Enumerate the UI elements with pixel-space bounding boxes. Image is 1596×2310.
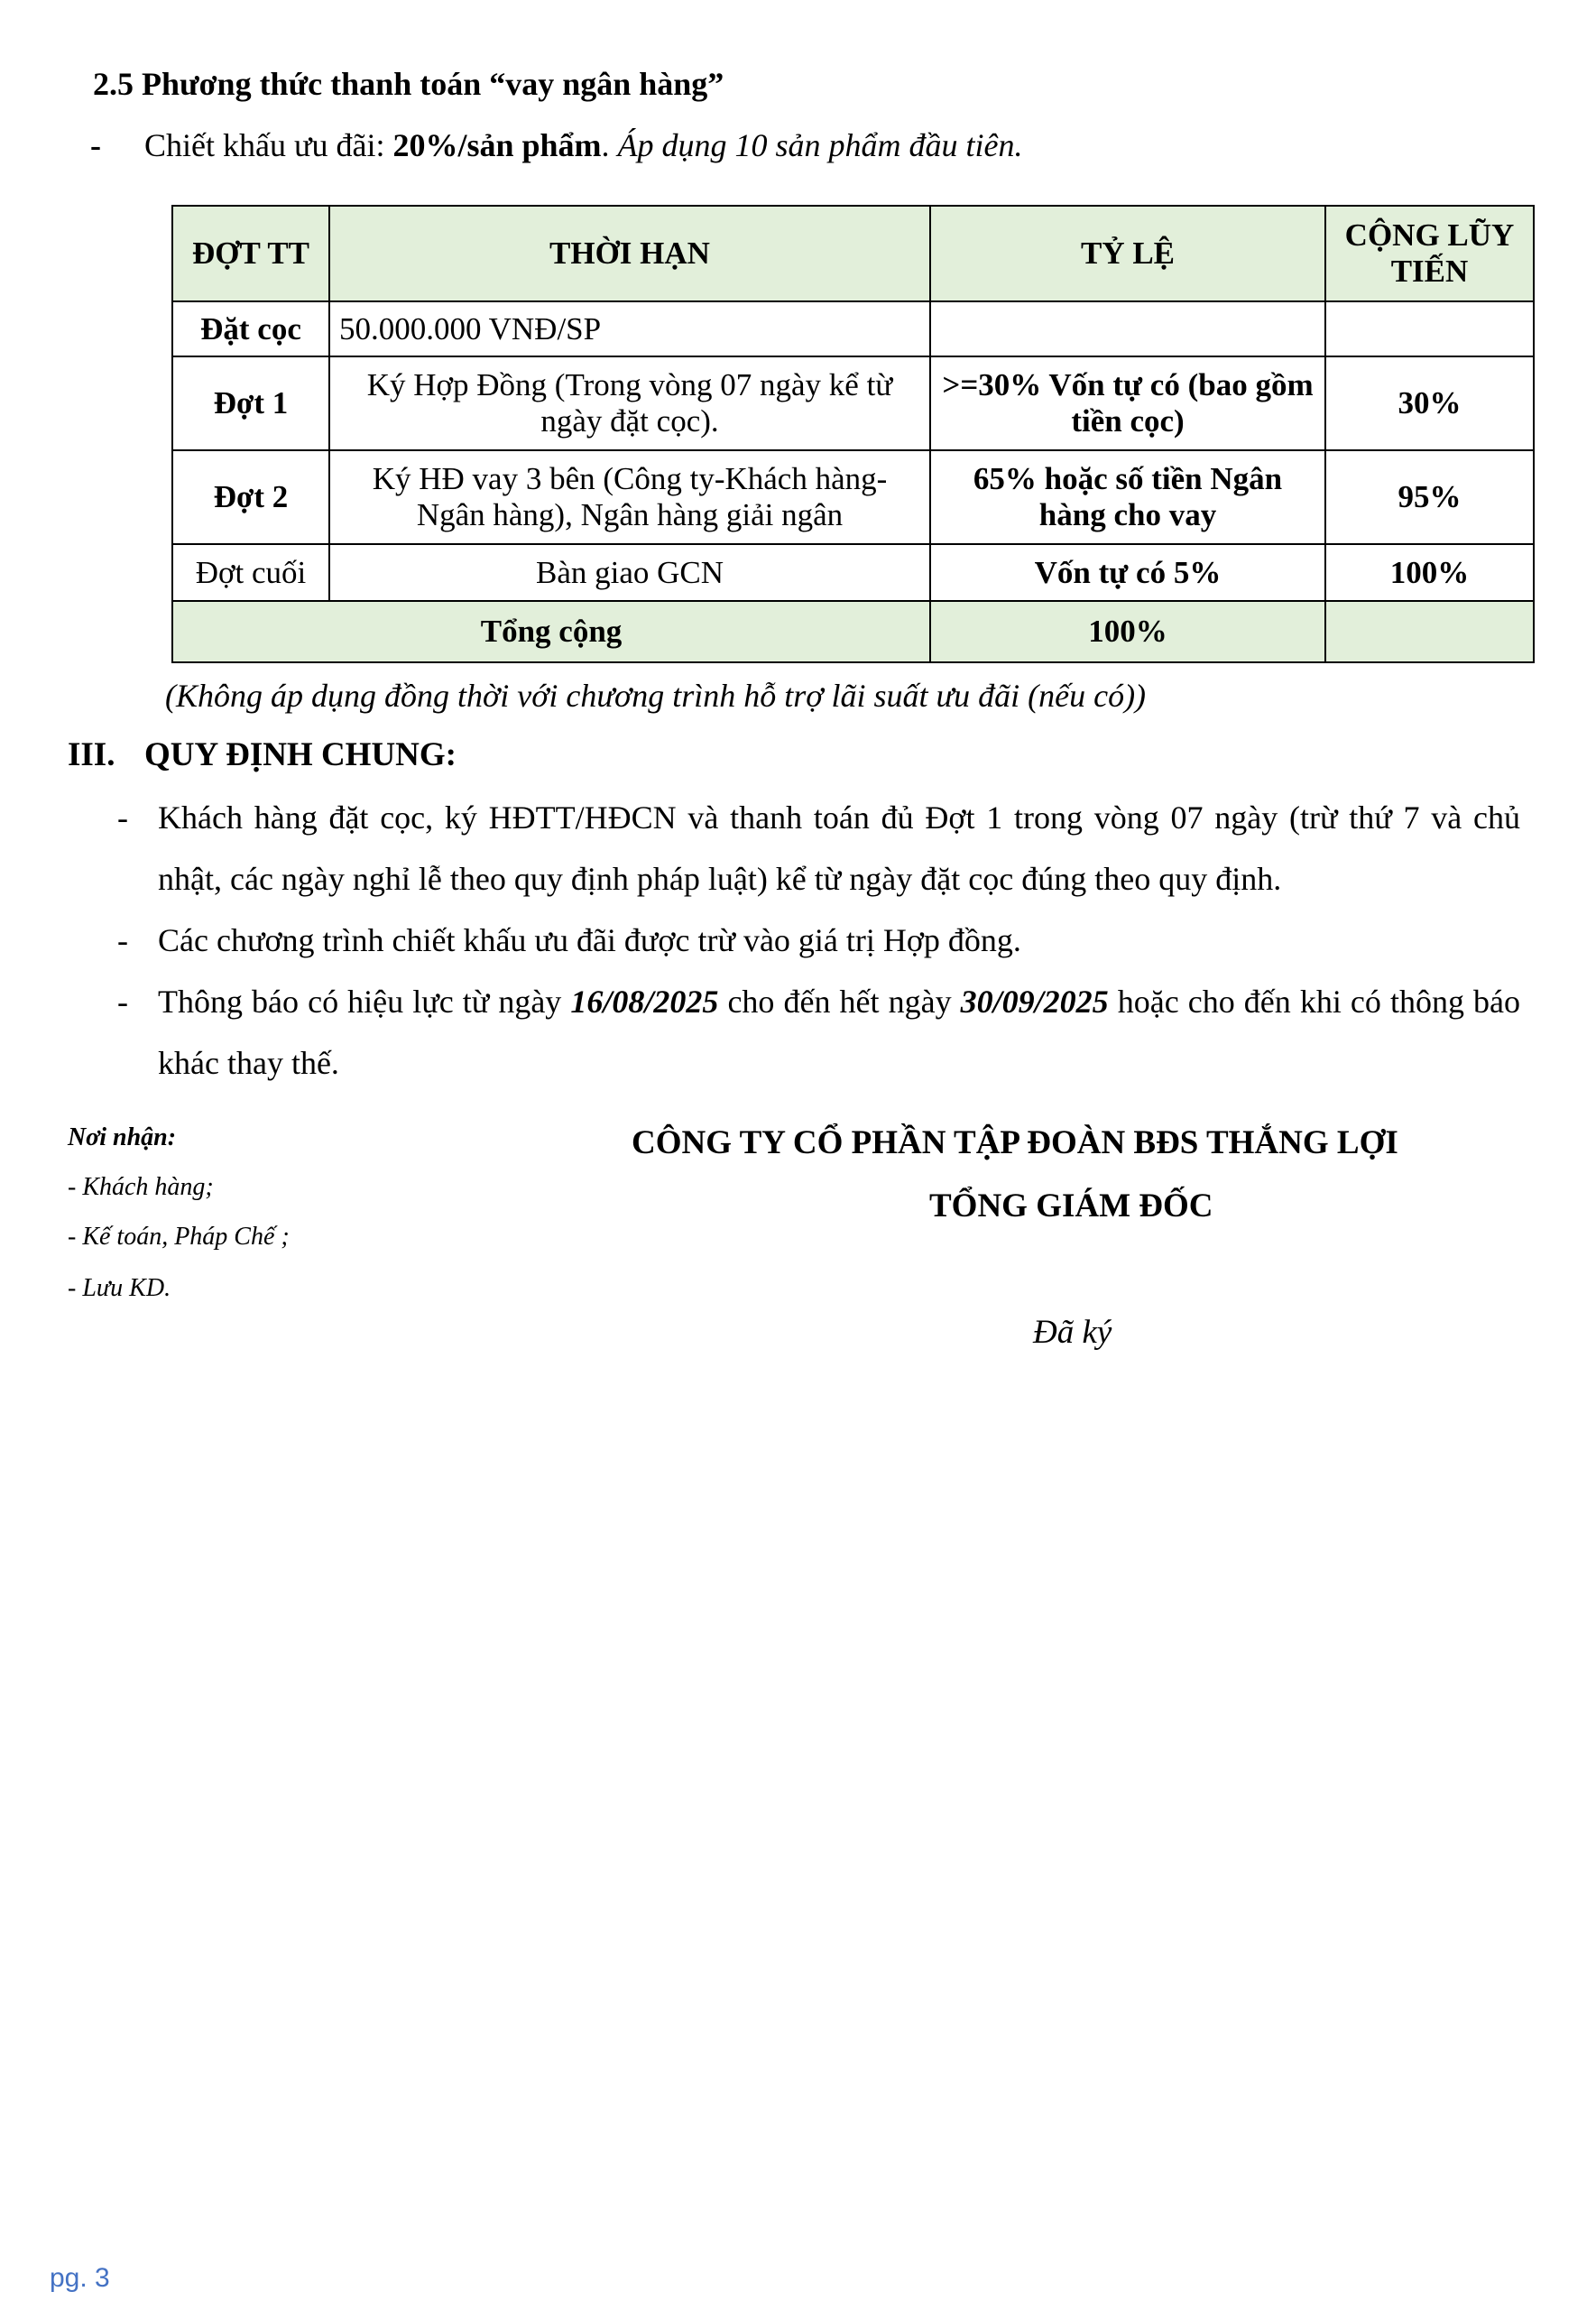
discount-note: Áp dụng 10 sản phẩm đầu tiên. — [617, 127, 1023, 163]
discount-line — [90, 126, 1023, 164]
rule-text — [158, 971, 1520, 1094]
rule-item — [117, 971, 1520, 1094]
signer-position: TỔNG GIÁM ĐỐC — [929, 1187, 1213, 1224]
table-total-row — [172, 601, 1534, 662]
cell-period: Đợt 2 — [172, 450, 329, 544]
cell-ratio: Vốn tự có 5% — [930, 544, 1325, 601]
cell-ratio — [930, 301, 1325, 356]
discount-value: 20%/sản phẩm — [392, 127, 602, 163]
cell-cumulative — [1325, 301, 1534, 356]
table-note: (Không áp dụng đồng thời với chương trình hỗ trợ lãi suất ưu đãi (nếu có)) — [165, 678, 1147, 714]
rule-dash: - — [117, 799, 128, 836]
discount-label: Chiết khấu ưu đãi: — [144, 127, 393, 163]
validity-start-date: 16/08/2025 — [570, 984, 719, 1020]
discount-sep: . — [601, 127, 618, 163]
rule-text: Các chương trình chiết khấu ưu đãi được trừ vào giá trị Hợp đồng. — [158, 922, 1021, 958]
header-ratio: TỶ LỆ — [930, 206, 1325, 301]
rule-dash: - — [117, 984, 128, 1020]
header-term: THỜI HẠN — [329, 206, 930, 301]
table-row — [172, 450, 1534, 544]
cell-cumulative: 95% — [1325, 450, 1534, 544]
total-value: 100% — [930, 601, 1325, 662]
section-3-number: III. — [68, 736, 115, 773]
total-label: Tổng cộng — [172, 601, 930, 662]
page-number: pg. 3 — [50, 2263, 110, 2293]
table-row — [172, 544, 1534, 601]
discount-dash: - — [90, 127, 101, 163]
rule-item — [117, 910, 1520, 971]
signed-mark: Đã ký — [1033, 1314, 1112, 1351]
section-3-title: QUY ĐỊNH CHUNG: — [144, 736, 457, 773]
cell-cumulative: 30% — [1325, 356, 1534, 450]
cell-period: Đặt cọc — [172, 301, 329, 356]
recipient-item: - Lưu KD. — [68, 1274, 171, 1302]
rule-dash: - — [117, 922, 128, 958]
table-row — [172, 356, 1534, 450]
cell-term: Ký HĐ vay 3 bên (Công ty-Khách hàng-Ngân hàng), Ngân hàng giải ngân — [329, 450, 930, 544]
header-period: ĐỢT TT — [172, 206, 329, 301]
total-empty — [1325, 601, 1534, 662]
cell-term: 50.000.000 VNĐ/SP — [329, 301, 930, 356]
validity-text-b: cho đến hết ngày — [718, 984, 961, 1020]
cell-period: Đợt 1 — [172, 356, 329, 450]
cell-term: Ký Hợp Đồng (Trong vòng 07 ngày kể từ ngày đặt cọc). — [329, 356, 930, 450]
validity-text-a: Thông báo có hiệu lực từ ngày — [158, 984, 571, 1020]
recipients-title: Nơi nhận: — [68, 1123, 177, 1151]
cell-term: Bàn giao GCN — [329, 544, 930, 601]
payment-schedule-table — [171, 205, 1535, 663]
header-cumulative: CỘNG LŨY TIẾN — [1325, 206, 1534, 301]
table-row — [172, 301, 1534, 356]
section-3-heading — [68, 735, 457, 774]
cell-cumulative: 100% — [1325, 544, 1534, 601]
company-name: CÔNG TY CỔ PHẦN TẬP ĐOÀN BĐS THẮNG LỢI — [632, 1124, 1398, 1161]
section-2-5-heading: 2.5 Phương thức thanh toán “vay ngân hàng” — [93, 66, 724, 102]
cell-period: Đợt cuối — [172, 544, 329, 601]
validity-end-date: 30/09/2025 — [960, 984, 1109, 1020]
rule-text: Khách hàng đặt cọc, ký HĐTT/HĐCN và thanh toán đủ Đợt 1 trong vòng 07 ngày (trừ thứ 7 và chủ nhật, các ngày nghỉ lễ theo quy định pháp luật) kể từ ngày đặt cọc đúng theo quy định. — [158, 799, 1520, 897]
recipient-item: - Kế toán, Pháp Chế ; — [68, 1223, 290, 1251]
recipient-item: - Khách hàng; — [68, 1173, 214, 1201]
cell-ratio: >=30% Vốn tự có (bao gồm tiền cọc) — [930, 356, 1325, 450]
cell-ratio: 65% hoặc số tiền Ngân hàng cho vay — [930, 450, 1325, 544]
table-header-row — [172, 206, 1534, 301]
rule-item — [117, 787, 1520, 910]
validity-text-c: hoặc cho đến khi có thông báo khác thay thế. — [158, 984, 1520, 1081]
